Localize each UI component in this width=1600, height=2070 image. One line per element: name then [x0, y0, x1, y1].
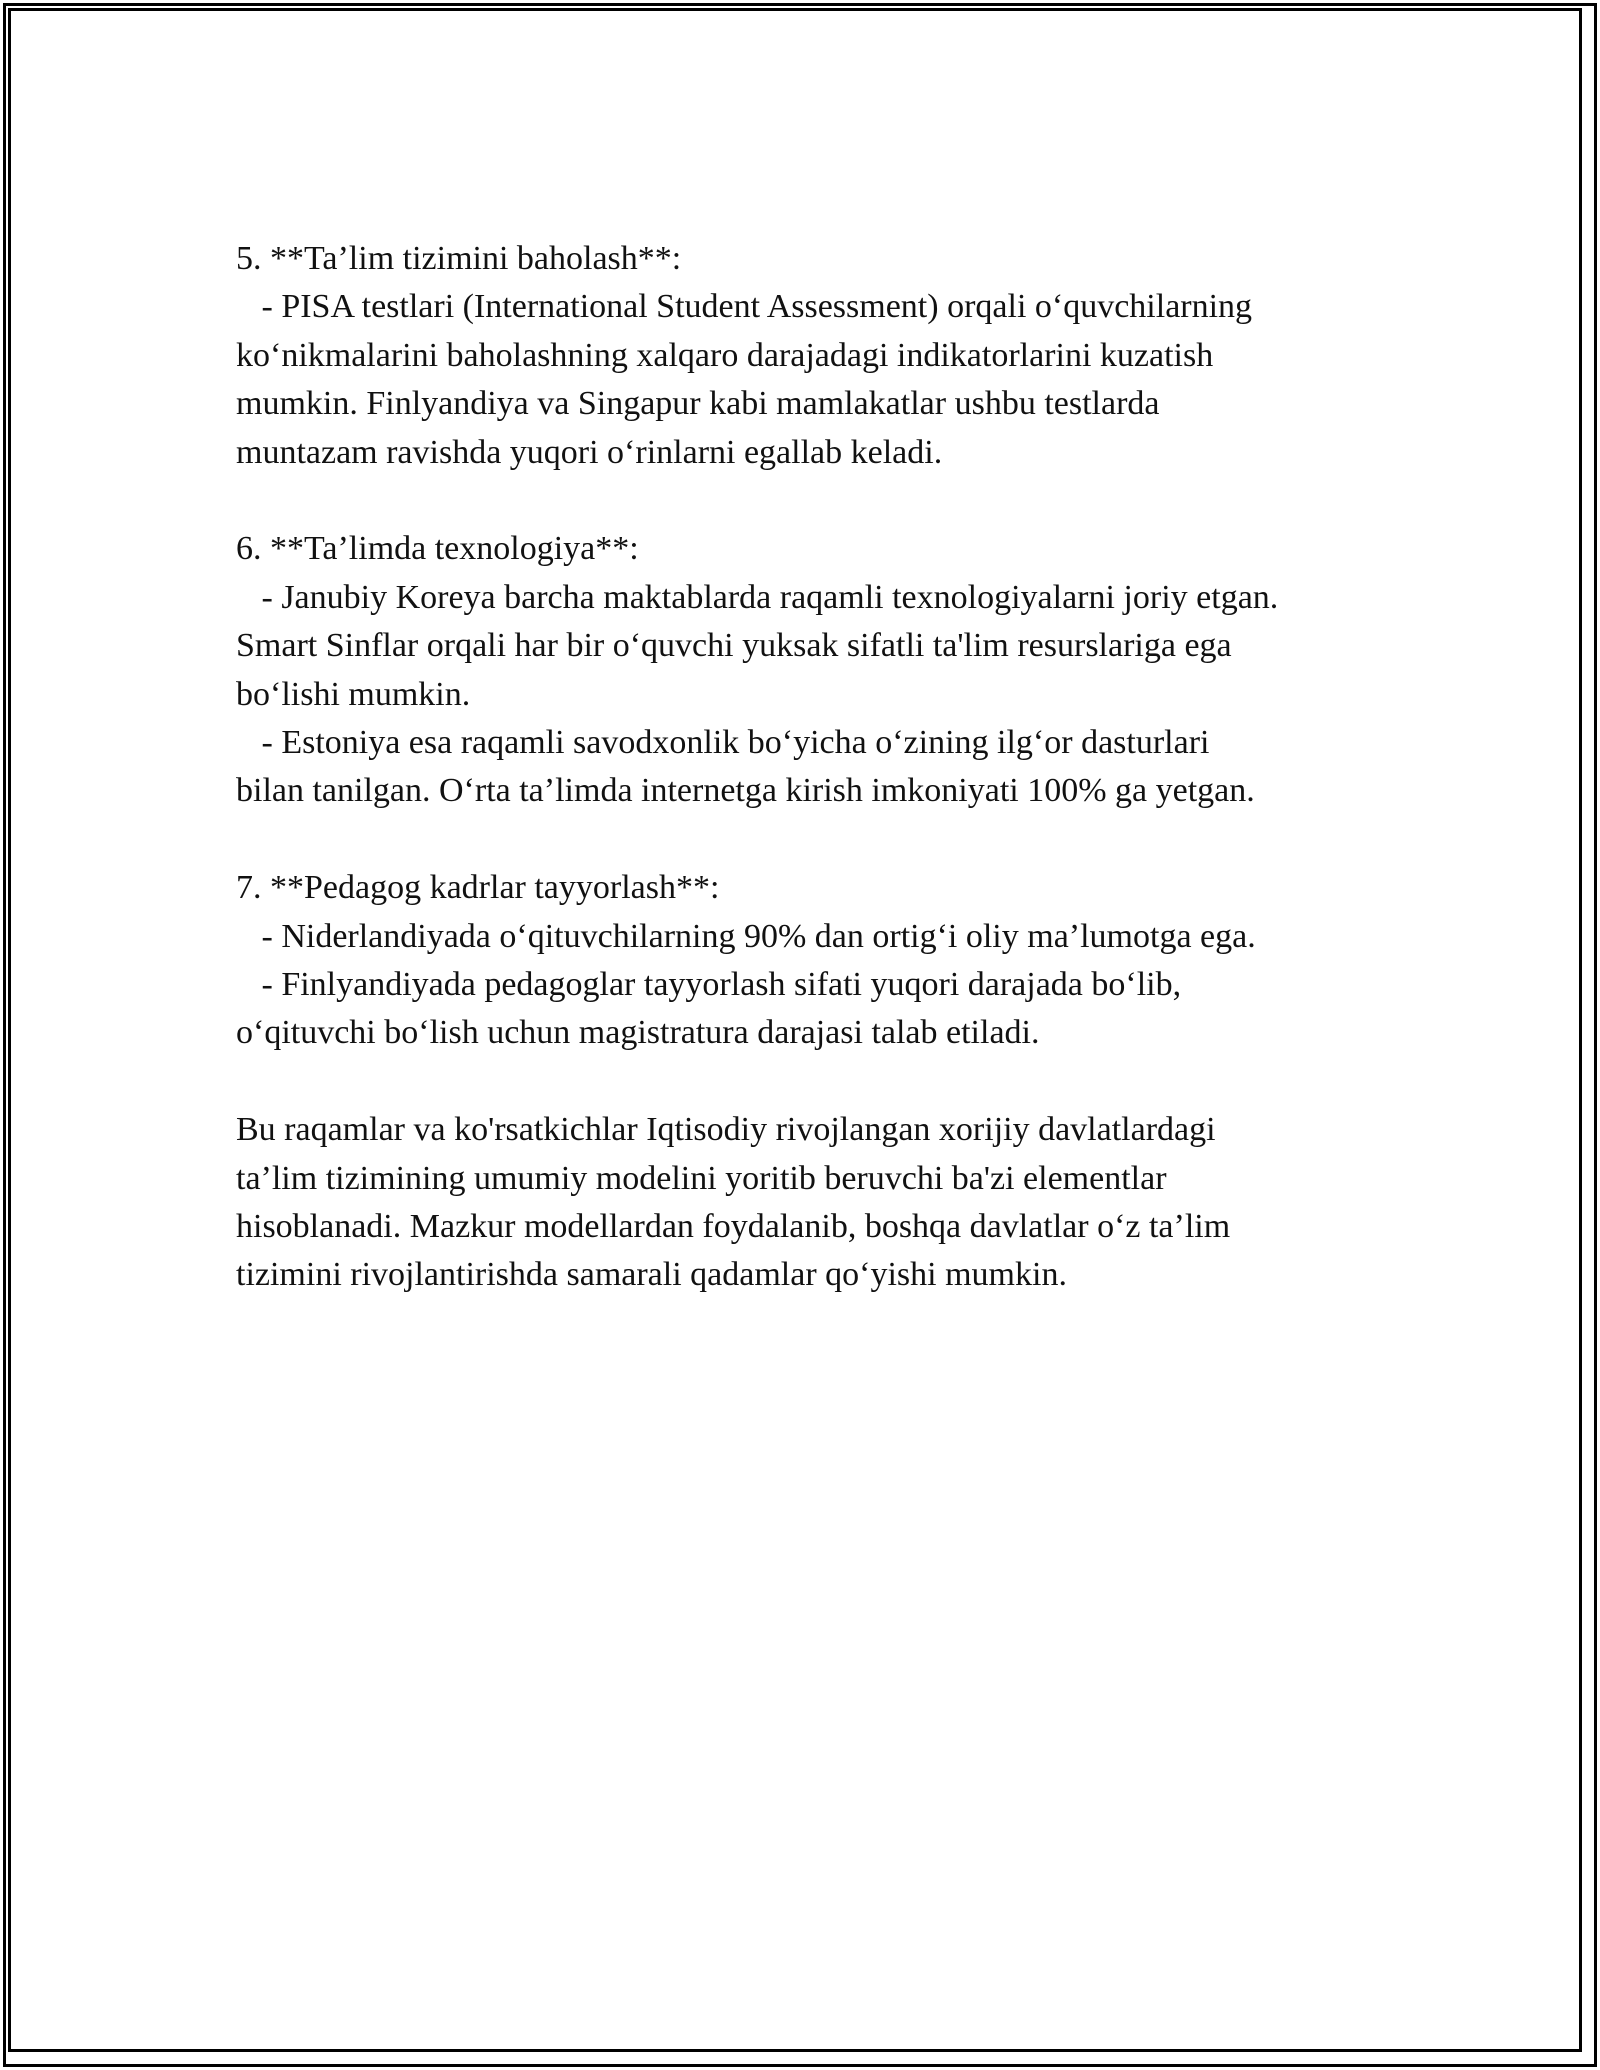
- section-heading: 5. **Ta’lim tizimini baholash**:: [236, 240, 682, 277]
- text-line: ko‘nikmalarini baholashning xalqaro darajadagi indikatorlarini kuzatish: [236, 336, 1214, 374]
- text-line: bo‘lishi mumkin.: [236, 675, 471, 713]
- text-line: tizimini rivojlantirishda samarali qadamlar qo‘yishi mumkin.: [236, 1256, 1067, 1294]
- section-education-assessment: [236, 235, 1416, 477]
- text-line: ta’lim tizimining umumiy modelini yoritib beruvchi ba'zi elementlar: [236, 1159, 1167, 1197]
- text-line: Bu raqamlar va ko'rsatkichlar Iqtisodiy rivojlangan xorijiy davlatlardagi: [236, 1111, 1216, 1149]
- document-body: [236, 235, 1416, 1348]
- section-education-technology: [236, 525, 1416, 815]
- text-line: o‘qituvchi bo‘lish uchun magistratura darajasi talab etiladi.: [236, 1014, 1040, 1052]
- text-line: mumkin. Finlyandiya va Singapur kabi mamlakatlar ushbu testlarda: [236, 385, 1160, 423]
- text-line: Smart Sinflar orqali har bir o‘quvchi yuksak sifatli ta'lim resurslariga ega: [236, 627, 1232, 665]
- section-teacher-training: [236, 864, 1416, 1058]
- text-line: muntazam ravishda yuqori o‘rinlarni egallab keladi.: [236, 433, 943, 471]
- text-line: - Niderlandiyada o‘qituvchilarning 90% dan ortig‘i oliy ma’lumotga ega.: [236, 917, 1256, 955]
- text-line: - PISA testlari (International Student Assessment) orqali o‘quvchilarning: [236, 288, 1253, 326]
- section-conclusion: [236, 1106, 1416, 1300]
- text-line: - Janubiy Koreya barcha maktablarda raqamli texnologiyalarni joriy etgan.: [236, 578, 1279, 616]
- text-line: - Estoniya esa raqamli savodxonlik bo‘yicha o‘zining ilg‘or dasturlari: [236, 724, 1210, 762]
- text-line: - Finlyandiyada pedagoglar tayyorlash sifati yuqori darajada bo‘lib,: [236, 966, 1182, 1004]
- section-heading: 7. **Pedagog kadrlar tayyorlash**:: [236, 869, 720, 907]
- text-line: bilan tanilgan. O‘rta ta’limda internetga kirish imkoniyati 100% ga yetgan.: [236, 772, 1255, 810]
- text-line: hisoblanadi. Mazkur modellardan foydalanib, boshqa davlatlar o‘z ta’lim: [236, 1208, 1231, 1246]
- section-heading: 6. **Ta’limda texnologiya**:: [236, 530, 639, 568]
